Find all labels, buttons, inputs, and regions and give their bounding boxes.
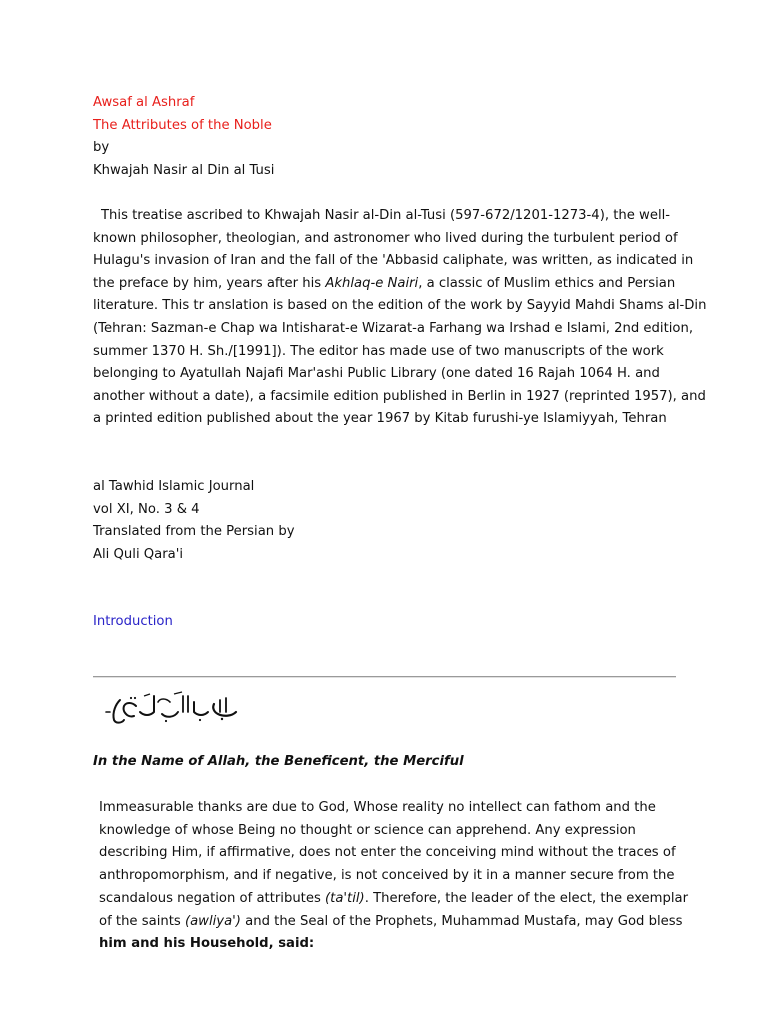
intro-line-7: him and his Household, said: xyxy=(99,936,315,952)
preface-paragraph xyxy=(93,205,707,431)
preface-line-4-text: the preface by him, years after his xyxy=(93,275,326,291)
tatil-term: (ta'til) xyxy=(325,890,365,906)
preface-line-7: summer 1370 H. Sh./[1991]). The editor has made use of two manuscripts of the work xyxy=(93,343,664,359)
preface-line-4 xyxy=(93,273,683,296)
horizontal-divider xyxy=(93,676,676,678)
basmala-calligraphy-image xyxy=(104,690,244,726)
intro-line-6-rest: and the Seal of the Prophets, Muhammad Mustafa, may God bless xyxy=(240,913,683,929)
preface-line-9: another without a date), a facsimile edition published in Berlin in 1927 (reprinted 1957), and xyxy=(93,388,706,404)
section-introduction xyxy=(93,611,683,634)
author-name: Khwajah Nasir al Din al Tusi xyxy=(93,162,275,178)
preface-line-1: This treatise ascribed to Khwajah Nasir al-Din al-Tusi (597-672/1201-1273-4), the well- xyxy=(101,207,671,223)
preface-line-4-rest: , a classic of Muslim ethics and Persian xyxy=(418,275,676,291)
journal-name: al Tawhid Islamic Journal xyxy=(93,478,255,494)
intro-line-4: anthropomorphism, and if negative, is not conceived by it in a manner secure from the xyxy=(99,868,675,884)
preface-line-6: (Tehran: Sazman-e Chap wa Intisharat-e Wizarat-a Farhang wa Irshad e Islami, 2nd edition, xyxy=(93,320,694,336)
journal-volume: vol XI, No. 3 & 4 xyxy=(93,501,200,517)
journal-info xyxy=(93,476,683,566)
preface-line-8: belonging to Ayatullah Najafi Mar'ashi Public Library (one dated 16 Rajah 1064 H. and xyxy=(93,366,660,382)
intro-line-6 xyxy=(99,911,689,934)
intro-line-5 xyxy=(99,888,689,911)
translated-by: Translated from the Persian by xyxy=(93,524,295,540)
awliya-term: (awliya') xyxy=(184,913,241,929)
intro-line-5-text: scandalous negation of attributes xyxy=(99,890,326,906)
intro-line-5-rest: . Therefore, the leader of the elect, the exemplar xyxy=(364,890,689,906)
intro-line-6-text: of the saints xyxy=(99,913,185,929)
title-original: Awsaf al Ashraf xyxy=(93,95,195,110)
preface-line-2: known philosopher, theologian, and astronomer who lived during the turbulent period of xyxy=(93,230,678,246)
intro-line-1: Immeasurable thanks are due to God, Whose reality no intellect can fathom and the xyxy=(99,800,656,815)
invocation-heading: In the Name of Allah, the Beneficent, the Merciful xyxy=(93,754,464,769)
intro-line-2: knowledge of whose Being no thought or science can apprehend. Any expression xyxy=(99,822,636,838)
title-english: The Attributes of the Noble xyxy=(93,117,272,133)
introduction-label: Introduction xyxy=(93,614,173,630)
preface-line-3: Hulagu's invasion of Iran and the fall of the 'Abbasid caliphate, was written, as indicated in xyxy=(93,253,694,269)
preface-line-10: a printed edition published about the year 1967 by Kitab furushi-ye Islamiyyah, Tehran xyxy=(93,411,667,427)
preface-line-5: literature. This tr anslation is based on the edition of the work by Sayyid Mahdi Shams al-Din xyxy=(93,298,707,314)
akhlaq-title: Akhlaq-e Nairi xyxy=(325,275,419,291)
intro-line-3: describing Him, if affirmative, does not enter the conceiving mind without the traces of xyxy=(99,845,676,861)
document-page xyxy=(93,92,707,634)
by-label: by xyxy=(93,140,110,156)
introduction-paragraph xyxy=(99,797,689,956)
translator-name: Ali Quli Qara'i xyxy=(93,546,184,562)
